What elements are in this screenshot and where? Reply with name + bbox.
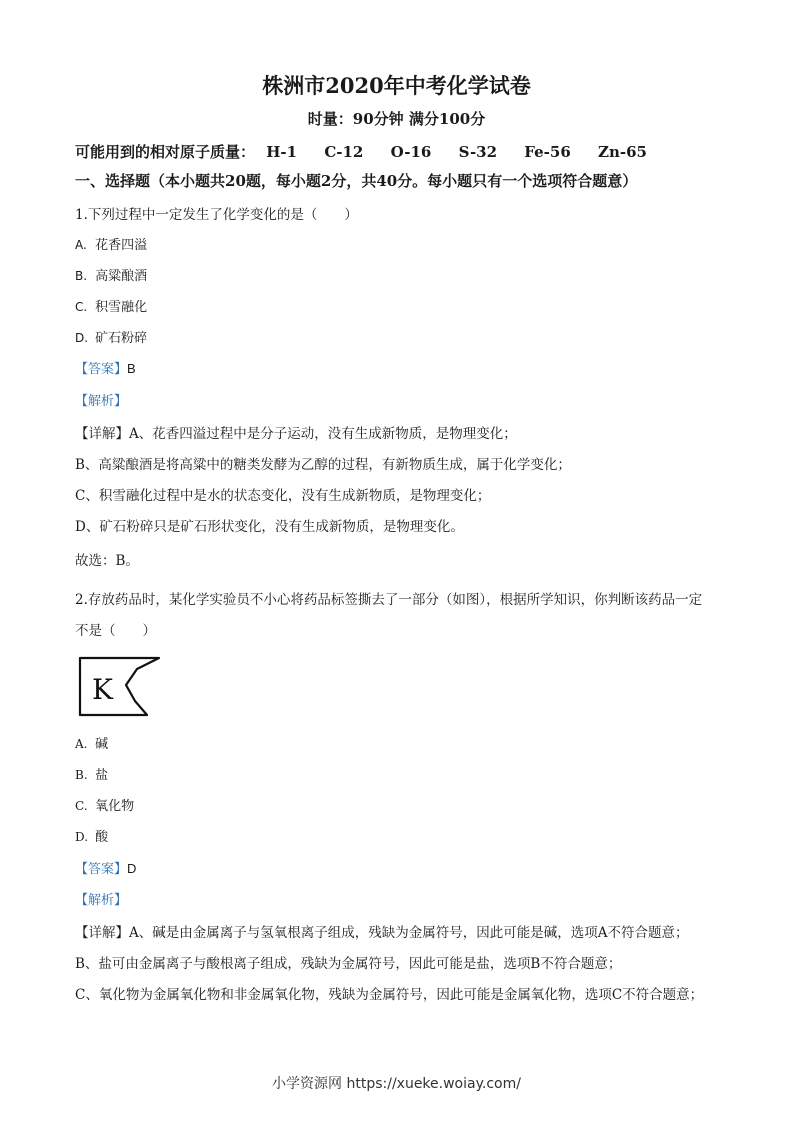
- q1-option-a: [75, 234, 147, 253]
- question-2-stem-line2: 不是（ ）: [75, 623, 156, 639]
- option-text: 矿石粉碎: [95, 331, 148, 346]
- q2-option-a: [75, 733, 108, 752]
- torn-label-icon: [77, 655, 163, 719]
- option-letter: A.: [75, 238, 87, 252]
- footer-watermark: 小学资源网 https://xueke.woiay.com/: [272, 1076, 521, 1092]
- q1-detail-line: B、高粱酿酒是将高粱中的糖类发酵为乙醇的过程，有新物质生成，属于化学变化；: [75, 457, 571, 473]
- q1-answer: [75, 358, 136, 377]
- atomic-masses: [75, 141, 669, 162]
- section-heading: 一、选择题（本小题共20题，每小题2分，共40分。每小题只有一个选项符合题意）: [75, 172, 638, 190]
- figure-text: K: [92, 673, 113, 706]
- answer-value: B: [127, 361, 136, 376]
- answer-value: D: [127, 861, 137, 876]
- option-letter: B.: [75, 269, 88, 283]
- option-letter: D.: [75, 830, 89, 844]
- option-text: 积雪融化: [95, 300, 148, 315]
- q1-detail-line: [75, 422, 517, 442]
- question-2-stem-line1: 2.存放药品时，某化学实验员不小心将药品标签撕去了一部分（如图），根据所学知识，你判断该药品一定: [75, 592, 703, 608]
- option-text: 氧化物: [95, 799, 135, 814]
- option-letter: C.: [75, 300, 88, 314]
- answer-tag: 【答案】: [75, 362, 128, 377]
- q1-option-b: [75, 265, 147, 284]
- option-letter: B.: [75, 768, 88, 782]
- q2-detail-line: [75, 921, 689, 941]
- detail-text: A、花香四溢过程中是分子运动，没有生成新物质，是物理变化；: [129, 426, 517, 442]
- q2-answer: [75, 858, 136, 877]
- mass-item: Zn-65: [598, 143, 647, 161]
- option-text: 盐: [95, 768, 109, 783]
- option-text: 高粱酿酒: [95, 269, 148, 284]
- option-letter: C.: [75, 799, 88, 813]
- mass-item: C-12: [324, 143, 364, 161]
- q1-analysis-tag: [75, 390, 127, 409]
- q1-detail-line: D、矿石粉碎只是矿石形状变化，没有生成新物质，是物理变化。: [75, 519, 464, 535]
- option-letter: A.: [75, 737, 88, 751]
- q2-option-d: [75, 826, 108, 845]
- q1-conclusion: 故选：B。: [75, 553, 139, 569]
- q1-option-c: [75, 296, 147, 315]
- q2-option-c: [75, 795, 134, 814]
- analysis-tag: 【解析】: [75, 893, 128, 908]
- q1-detail-line: C、积雪融化过程中是水的状态变化，没有生成新物质，是物理变化；: [75, 488, 491, 504]
- option-text: 花香四溢: [95, 238, 148, 253]
- q1-option-d: [75, 327, 147, 346]
- q2-detail-line: B、盐可由金属离子与酸根离子组成，残缺为金属符号，因此可能是盐，选项B不符合题意；: [75, 956, 622, 972]
- option-letter: D.: [75, 331, 89, 345]
- mass-item: Fe-56: [524, 143, 571, 161]
- detail-tag: 【详解】: [75, 925, 129, 941]
- q2-option-b: [75, 764, 108, 783]
- option-text: 碱: [95, 737, 109, 752]
- mass-item: H-1: [266, 143, 298, 161]
- page-title: 株洲市2020年中考化学试卷: [262, 73, 531, 98]
- q2-analysis-tag: [75, 889, 127, 908]
- torn-label-figure: [77, 655, 163, 719]
- analysis-tag: 【解析】: [75, 394, 128, 409]
- mass-item: O-16: [390, 143, 432, 161]
- exam-time-score: 时量：90分钟 满分100分: [307, 110, 486, 128]
- detail-text: A、碱是由金属离子与氢氧根离子组成，残缺为金属符号，因此可能是碱，选项A不符合题意；: [129, 925, 689, 941]
- detail-tag: 【详解】: [75, 426, 129, 442]
- q2-detail-line: C、氧化物为金属氧化物和非金属氧化物，残缺为金属符号，因此可能是金属氧化物，选项C不符合题意；: [75, 987, 704, 1003]
- option-text: 酸: [95, 830, 109, 845]
- atomic-masses-label: 可能用到的相对原子质量：: [75, 143, 256, 161]
- answer-tag: 【答案】: [75, 862, 128, 877]
- mass-item: S-32: [458, 143, 498, 161]
- question-1-stem: 1.下列过程中一定发生了化学变化的是（ ）: [75, 207, 358, 223]
